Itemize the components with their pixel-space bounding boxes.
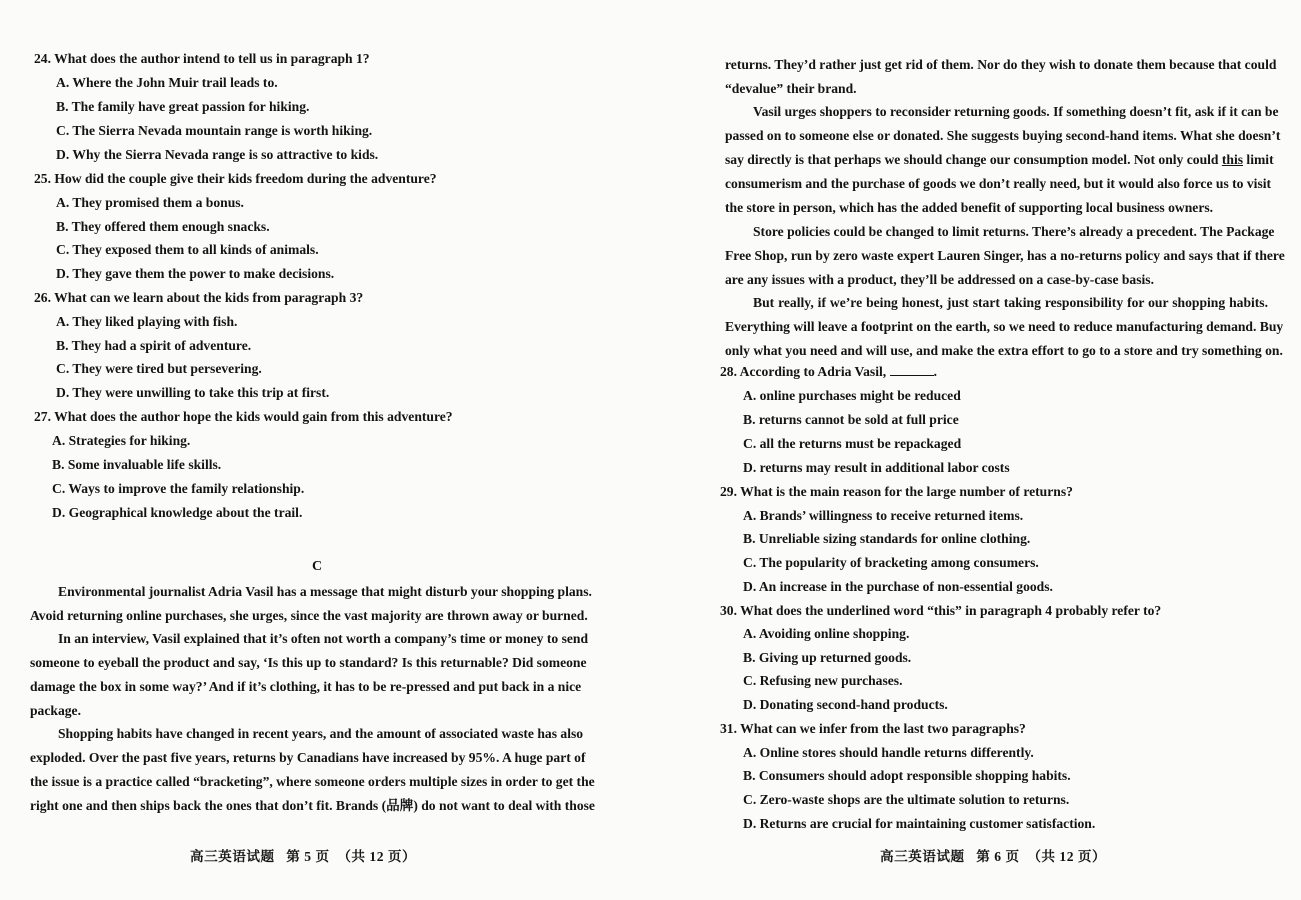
question-26-option-c: C. They were tired but persevering.: [56, 361, 262, 376]
passage-line: right one and then ships back the ones that don’t fit. Brands (品牌) do not want to deal with those: [30, 798, 595, 813]
passage-c-paragraph-2: [30, 627, 589, 723]
passage-line: are any issues with a product, they’ll be addressed on a case-by-case basis.: [725, 272, 1154, 287]
answer-blank: [890, 364, 934, 376]
question-30-option-a: A. Avoiding online shopping.: [743, 626, 910, 641]
question-31-option-d: D. Returns are crucial for maintaining customer satisfaction.: [743, 816, 1096, 831]
passage-continued-paragraph-4: [725, 291, 1284, 363]
passage-continued-paragraph-2: [725, 100, 1281, 220]
passage-line: But really, if we’re being honest, just start taking responsibility for our shopping habits.: [753, 295, 1268, 310]
question-27-stem: 27. What does the author hope the kids would gain from this adventure?: [34, 409, 453, 424]
question-27-option-d: D. Geographical knowledge about the trail.: [52, 505, 303, 520]
question-24-option-a: A. Where the John Muir trail leads to.: [56, 75, 278, 90]
passage-line: Store policies could be changed to limit returns. There’s already a precedent. The Package: [753, 224, 1275, 239]
passage-c-paragraph-3: [30, 722, 595, 818]
question-28-text: 28. According to Adria Vasil,: [720, 364, 887, 379]
passage-line: returns. They’d rather just get rid of them. Nor do they wish to donate them because that could: [725, 57, 1277, 72]
passage-c-paragraph-1: [30, 580, 592, 628]
question-29-option-c: C. The popularity of bracketing among consumers.: [743, 555, 1039, 570]
question-27-option-b: B. Some invaluable life skills.: [52, 457, 222, 472]
underlined-word-this: this: [1221, 152, 1244, 167]
question-31-option-b: B. Consumers should adopt responsible shopping habits.: [743, 768, 1071, 783]
section-letter: C: [312, 559, 323, 574]
question-26-option-a: A. They liked playing with fish.: [56, 314, 238, 329]
passage-line: damage the box in some way?’ And if it’s clothing, it has to be re-pressed and put back in a nice: [30, 679, 582, 694]
question-30-option-b: B. Giving up returned goods.: [743, 650, 912, 665]
passage-line: the issue is a practice called “bracketing”, where someone orders multiple sizes in order to get the: [30, 774, 595, 789]
passage-line: package.: [30, 703, 81, 718]
right-page: [650, 0, 1301, 900]
left-page: [0, 0, 650, 900]
passage-line: “devalue” their brand.: [725, 81, 857, 96]
question-31-option-c: C. Zero-waste shops are the ultimate solution to returns.: [743, 792, 1070, 807]
question-25-option-b: B. They offered them enough snacks.: [56, 219, 270, 234]
question-28-option-c: C. all the returns must be repackaged: [743, 436, 962, 451]
passage-line: passed on to someone else or donated. She suggests buying second-hand items. What she doesn’t: [725, 128, 1281, 143]
question-26-stem: 26. What can we learn about the kids from paragraph 3?: [34, 290, 364, 305]
question-24-option-b: B. The family have great passion for hiking.: [56, 99, 310, 114]
question-29-stem: 29. What is the main reason for the large number of returns?: [720, 484, 1073, 499]
question-25-option-d: D. They gave them the power to make decisions.: [56, 266, 335, 281]
passage-line: only what you need and will use, and make the extra effort to go to a store and try something on.: [725, 343, 1283, 358]
question-28-option-b: B. returns cannot be sold at full price: [743, 412, 959, 427]
passage-line: the store in person, which has the added benefit of supporting local business owners.: [725, 200, 1214, 215]
passage-line: Shopping habits have changed in recent years, and the amount of associated waste has also: [58, 726, 584, 741]
question-30-option-d: D. Donating second-hand products.: [743, 697, 948, 712]
question-28-option-d: D. returns may result in additional labor costs: [743, 460, 1010, 475]
question-29-option-a: A. Brands’ willingness to receive returned items.: [743, 508, 1024, 523]
question-27-option-a: A. Strategies for hiking.: [52, 433, 191, 448]
question-24-option-c: C. The Sierra Nevada mountain range is worth hiking.: [56, 123, 373, 138]
passage-line: Environmental journalist Adria Vasil has a message that might disturb your shopping plans.: [58, 584, 592, 599]
question-31-option-a: A. Online stores should handle returns differently.: [743, 745, 1034, 760]
question-29-option-b: B. Unreliable sizing standards for online clothing.: [743, 531, 1031, 546]
passage-continued-paragraph-1: [725, 53, 1277, 101]
question-24-option-d: D. Why the Sierra Nevada range is so attractive to kids.: [56, 147, 379, 162]
question-25-stem: 25. How did the couple give their kids freedom during the adventure?: [34, 171, 437, 186]
passage-line: Free Shop, run by zero waste expert Lauren Singer, has a no-returns policy and says that if there: [725, 248, 1285, 263]
passage-line: Avoid returning online purchases, she urges, since the vast majority are thrown away or burned.: [30, 608, 588, 623]
question-25-option-a: A. They promised them a bonus.: [56, 195, 244, 210]
question-28-stem: 28. According to Adria Vasil, .: [720, 364, 937, 379]
passage-line-with-underlined-this: say directly is that perhaps we should change our consumption model. Not only could this limit: [725, 152, 1274, 167]
question-25-option-c: C. They exposed them to all kinds of animals.: [56, 242, 319, 257]
question-30-stem: 30. What does the underlined word “this” in paragraph 4 probably refer to?: [720, 603, 1162, 618]
passage-continued-paragraph-3: [725, 220, 1285, 292]
question-27-option-c: C. Ways to improve the family relationship.: [52, 481, 305, 496]
passage-line: exploded. Over the past five years, returns by Canadians have increased by 95%. A huge part of: [30, 750, 586, 765]
question-24-stem: 24. What does the author intend to tell us in paragraph 1?: [34, 51, 370, 66]
page-footer-5: 高三英语试题 第 5 页 （共 12 页）: [190, 849, 417, 864]
question-31-stem: 31. What can we infer from the last two paragraphs?: [720, 721, 1026, 736]
question-26-option-d: D. They were unwilling to take this trip at first.: [56, 385, 330, 400]
passage-line: someone to eyeball the product and say, ‘Is this up to standard? Is this returnable? Did someone: [30, 655, 587, 670]
question-30-option-c: C. Refusing new purchases.: [743, 673, 903, 688]
passage-line: Vasil urges shoppers to reconsider returning goods. If something doesn’t fit, ask if it can be: [753, 104, 1279, 119]
passage-line: consumerism and the purchase of goods we don’t really need, but it would also force us to visit: [725, 176, 1272, 191]
question-26-option-b: B. They had a spirit of adventure.: [56, 338, 252, 353]
page-footer-6: 高三英语试题 第 6 页 （共 12 页）: [880, 849, 1107, 864]
passage-line: Everything will leave a footprint on the earth, so we need to reduce manufacturing demand. Buy: [725, 319, 1284, 334]
passage-line: In an interview, Vasil explained that it’s often not worth a company’s time or money to send: [58, 631, 589, 646]
question-29-option-d: D. An increase in the purchase of non-essential goods.: [743, 579, 1053, 594]
question-28-option-a: A. online purchases might be reduced: [743, 388, 961, 403]
